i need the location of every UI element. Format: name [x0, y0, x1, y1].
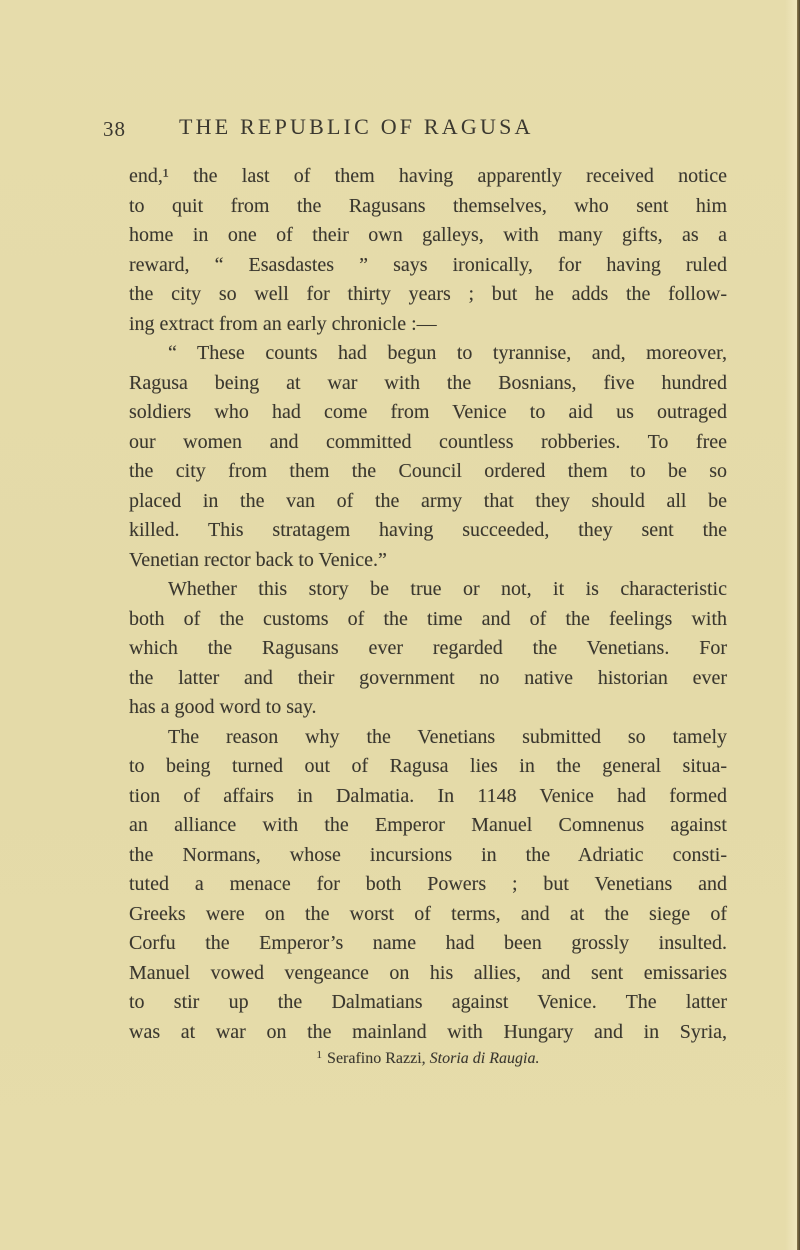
page-header	[0, 114, 800, 148]
text-line: tuted a menace for both Powers ; but Venetians and	[129, 873, 727, 895]
text-line: tion of affairs in Dalmatia. In 1148 Venice had formed	[129, 784, 727, 807]
text-line: to quit from the Ragusans themselves, who sent him	[129, 194, 727, 217]
running-title: THE REPUBLIC OF RAGUSA	[179, 114, 534, 139]
footnote-book-title: Storia di Raugia.	[429, 1050, 540, 1067]
text-line: the latter and their government no native historian ever	[129, 666, 727, 689]
text-line: ing extract from an early chronicle :—	[129, 312, 437, 335]
text-line: Corfu the Emperor’s name had been grossly insulted.	[129, 932, 727, 954]
text-line: killed. This stratagem having succeeded, they sent the	[129, 519, 727, 541]
text-line: our women and committed countless robberies. To free	[129, 430, 727, 453]
text-line: to being turned out of Ragusa lies in the general situa-	[129, 755, 727, 777]
text-line: soldiers who had come from Venice to aid us outraged	[129, 401, 727, 423]
text-line: home in one of their own galleys, with many gifts, as a	[129, 224, 727, 246]
text-line: the city from them the Council ordered them to be so	[129, 460, 727, 482]
text-line: Ragusa being at war with the Bosnians, five hundred	[129, 371, 727, 394]
text-line: placed in the van of the army that they should all be	[129, 489, 727, 512]
text-line: Venetian rector back to Venice.”	[129, 548, 387, 571]
text-line: Manuel vowed vengeance on his allies, and sent emissaries	[129, 961, 727, 984]
footnote	[129, 1050, 727, 1068]
footnote-marker: 1	[316, 1049, 323, 1061]
footnote-author: Serafino Razzi,	[327, 1050, 430, 1067]
text-line: was at war on the mainland with Hungary and in Syria,	[129, 1020, 727, 1043]
text-line: Whether this story be true or not, it is characteristic	[168, 578, 727, 600]
text-line: “ These counts had begun to tyrannise, and, moreover,	[168, 342, 727, 364]
text-line: the Normans, whose incursions in the Adriatic consti-	[129, 843, 727, 866]
text-line: The reason why the Venetians submitted so tamely	[168, 725, 727, 748]
text-line: Greeks were on the worst of terms, and at the siege of	[129, 902, 727, 925]
text-line: to stir up the Dalmatians against Venice. The latter	[129, 991, 727, 1013]
text-line: which the Ragusans ever regarded the Venetians. For	[129, 637, 727, 659]
page-number: 38	[103, 117, 126, 141]
text-line: end,¹ the last of them having apparently received notice	[129, 165, 727, 187]
page-edge-highlight	[785, 0, 797, 1250]
body-text	[129, 162, 727, 1047]
text-line: reward, “ Esasdastes ” says ironically, for having ruled	[129, 253, 727, 276]
text-line: has a good word to say.	[129, 696, 317, 718]
text-line: an alliance with the Emperor Manuel Comnenus against	[129, 814, 727, 836]
text-line: both of the customs of the time and of the feelings with	[129, 607, 727, 630]
text-line: the city so well for thirty years ; but he adds the follow-	[129, 283, 727, 305]
